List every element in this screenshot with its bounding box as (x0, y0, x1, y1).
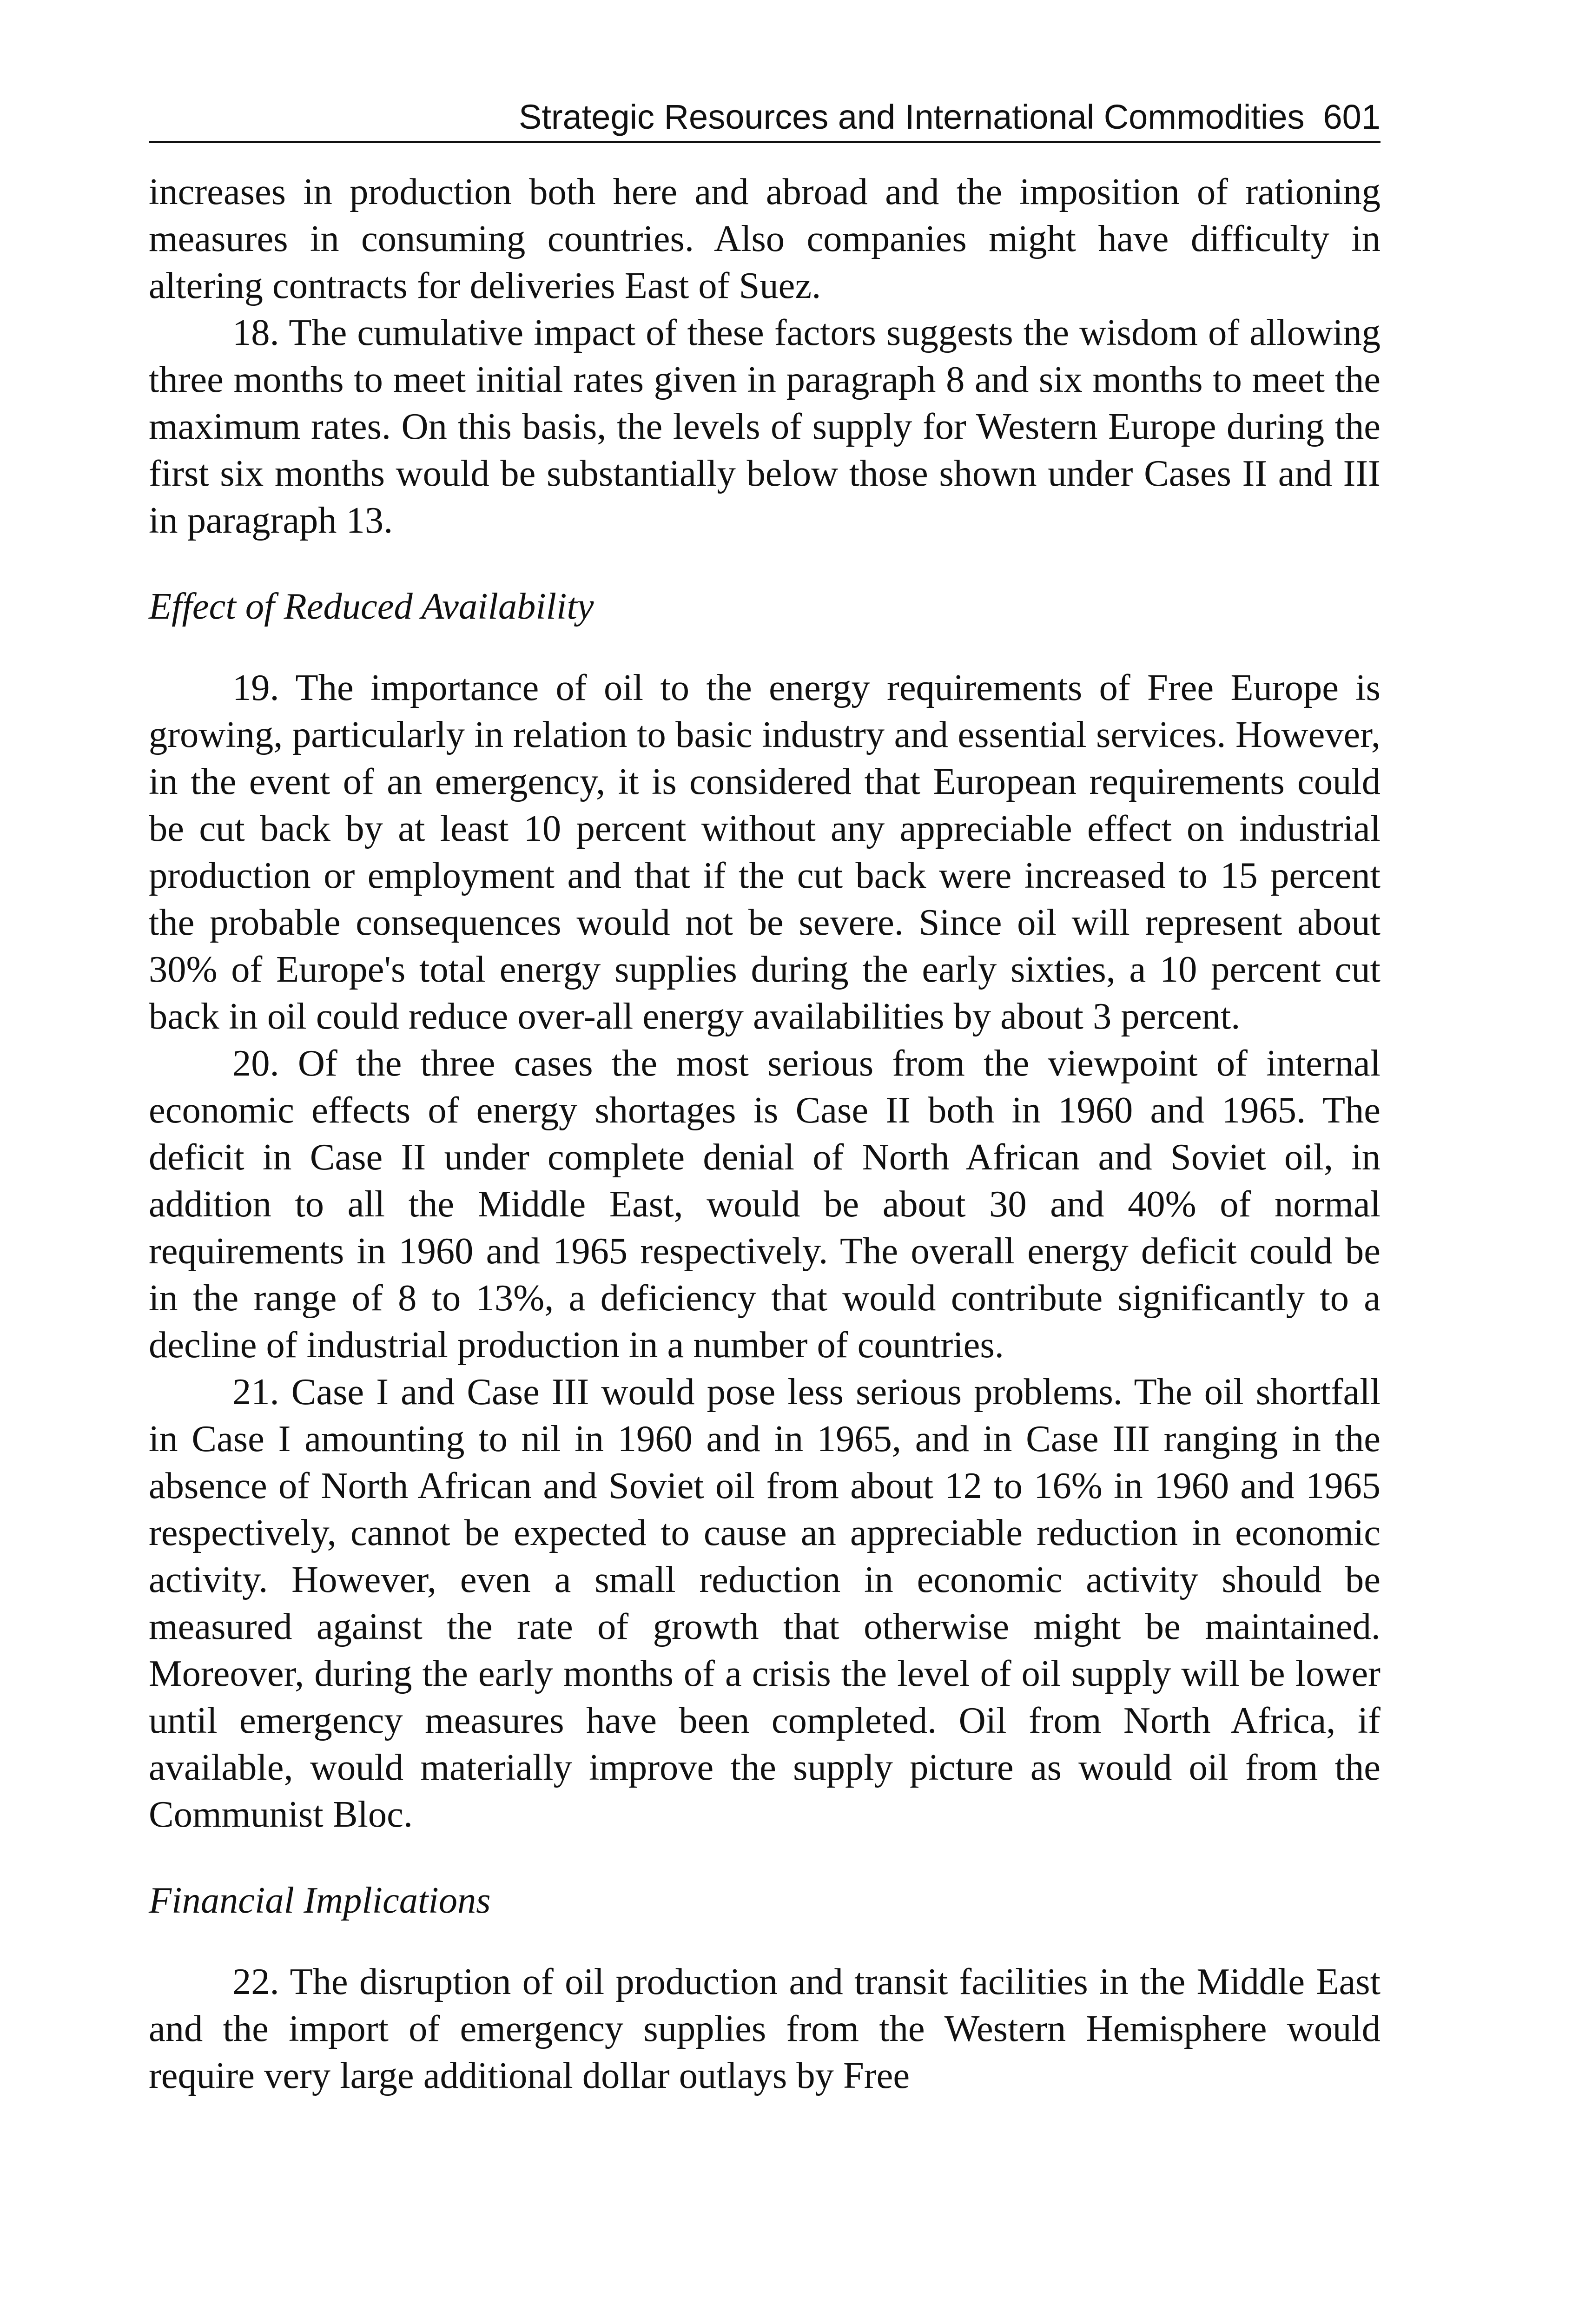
paragraph-18: 18. The cumulative impact of these factors suggests the wisdom of allowing three months to meet initial rates given in paragraph 8 and six months to meet the maximum rates. On this basis, the levels of supply for Western Europe during the first six months would be substantially below those shown under Cases II and III in paragraph 13. (149, 312, 1380, 541)
page-number: 601 (1323, 98, 1380, 136)
running-header (149, 100, 1380, 143)
section-heading-financial-implications: Financial Implications (149, 1880, 491, 1921)
paragraph-22: 22. The disruption of oil production and transit facilities in the Middle East and the import of emergency supplies from the Western Hemisphere would require very large additional dollar outlays by Free (149, 1961, 1380, 2096)
document-page (149, 100, 1380, 2099)
paragraph-19: 19. The importance of oil to the energy requirements of Free Europe is growing, particularly in relation to basic industry and essential services. However, in the event of an emergency, it is considered that European requirements could be cut back by at least 10 percent without any appreciable effect on industrial production or employment and that if the cut back were increased to 15 percent the probable consequences would not be severe. Since oil will represent about 30% of Europe's total energy supplies during the early sixties, a 10 percent cut back in oil could reduce over-all energy availabilities by about 3 percent. (149, 667, 1380, 1037)
paragraph-20: 20. Of the three cases the most serious from the viewpoint of internal economic effects of energy shortages is Case II both in 1960 and 1965. The deficit in Case II under complete denial of North African and Soviet oil, in addition to all the Middle East, would be about 30 and 40% of normal requirements in 1960 and 1965 respectively. The overall energy deficit could be in the range of 8 to 13%, a deficiency that would contribute significantly to a decline of industrial production in a number of countries. (149, 1043, 1380, 1366)
paragraph-continued: increases in production both here and abroad and the imposition of rationing measures in consuming countries. Also companies might have difficulty in altering contracts for deliveries East of Suez. (149, 171, 1380, 306)
section-heading-effect-of-reduced-availability: Effect of Reduced Availability (149, 586, 594, 627)
paragraph-21: 21. Case I and Case III would pose less serious problems. The oil shortfall in Case I amounting to nil in 1960 and in 1965, and in Case III ranging in the absence of North African and Soviet oil from about 12 to 16% in 1960 and 1965 respectively, cannot be expected to cause an appreciable reduction in economic activity. However, even a small reduction in economic activity should be measured against the rate of growth that otherwise might be maintained. Moreover, during the early months of a crisis the level of oil supply will be lower until emergency measures have been completed. Oil from North Africa, if available, would materially improve the supply picture as would oil from the Communist Bloc. (149, 1371, 1380, 1835)
running-header-title: Strategic Resources and International Commodities (519, 98, 1305, 136)
